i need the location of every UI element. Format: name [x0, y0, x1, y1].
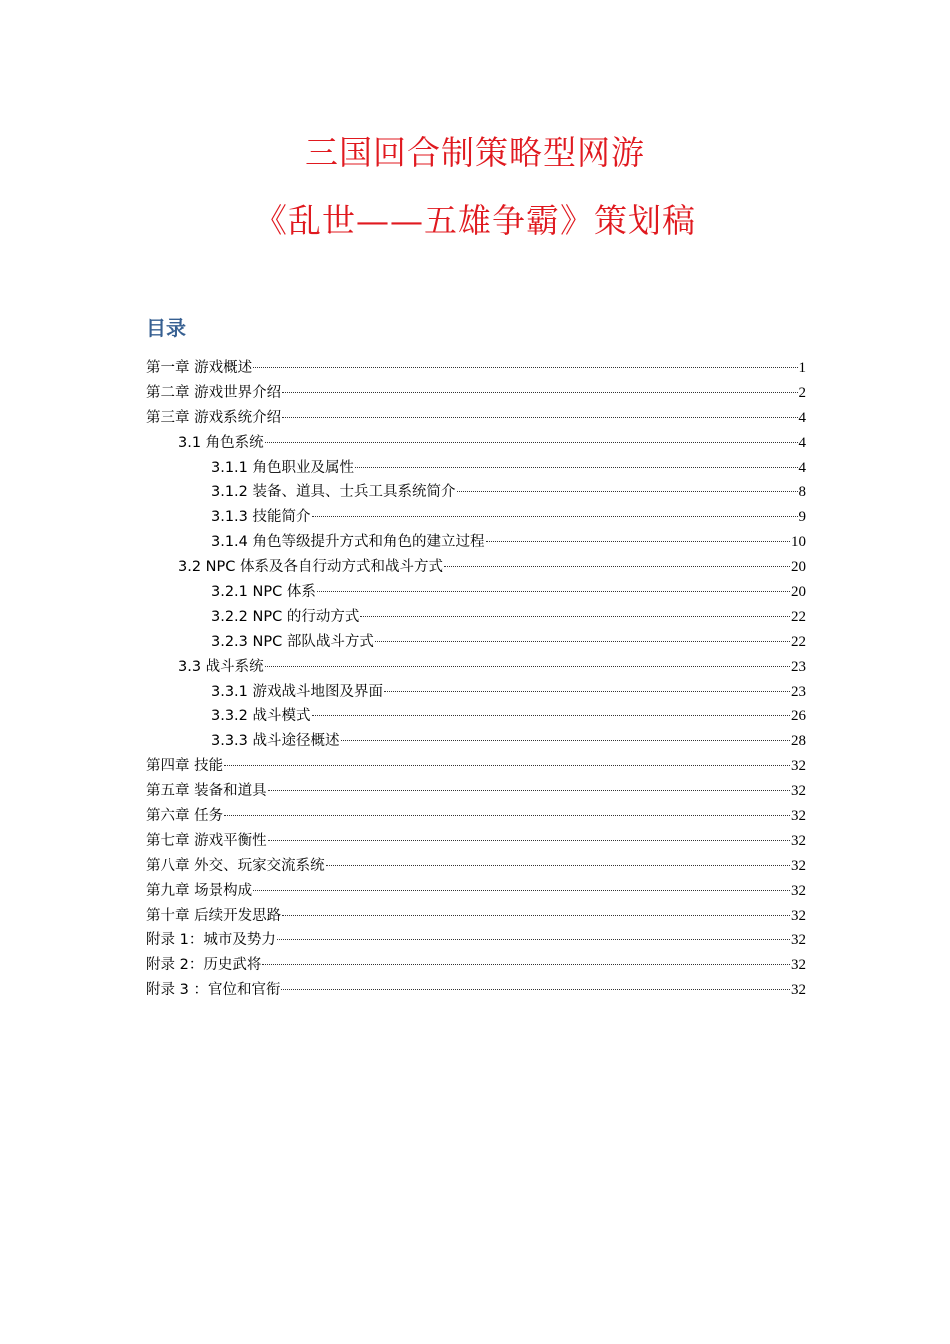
document-title-line-2: 《乱世——五雄争霸》策划稿: [254, 201, 696, 240]
toc-dot-leader: [486, 541, 790, 542]
toc-entry-label: 3.3.3 战斗途径概述: [211, 733, 340, 750]
toc-entry-label: 3.2.3 NPC 部队战斗方式: [211, 633, 374, 650]
toc-entry-page-number: 4: [798, 459, 806, 476]
toc-entry[interactable]: [146, 381, 806, 406]
toc-entry-page-number: 8: [798, 484, 806, 501]
toc-entry[interactable]: [146, 779, 806, 804]
toc-dot-leader: [457, 491, 798, 492]
toc-dot-leader: [341, 740, 790, 741]
toc-heading: 目录: [146, 316, 186, 340]
toc-dot-leader: [253, 890, 790, 891]
toc-entry-page-number: 10: [791, 534, 806, 551]
toc-dot-leader: [312, 715, 790, 716]
toc-dot-leader: [224, 765, 790, 766]
toc-entry-page-number: 26: [791, 708, 806, 725]
toc-entry-label: 第十章 后续开发思路: [146, 907, 282, 924]
toc-entry-label: 3.1.1 角色职业及属性: [211, 459, 355, 476]
toc-entry-page-number: 32: [791, 783, 806, 800]
toc-entry-label: 附录 3 ：官位和官衔: [146, 982, 281, 999]
toc-dot-leader: [224, 815, 790, 816]
toc-dot-leader: [282, 392, 797, 393]
toc-dot-leader: [281, 989, 790, 990]
toc-entry-label: 第二章 游戏世界介绍: [146, 384, 282, 401]
table-of-contents: [146, 356, 806, 1003]
toc-entry-label: 附录 1：城市及势力: [146, 932, 276, 949]
toc-dot-leader: [268, 790, 790, 791]
toc-entry-page-number: 32: [791, 932, 806, 949]
toc-entry-label: 第三章 游戏系统介绍: [146, 409, 282, 426]
toc-entry-label: 3.3 战斗系统: [178, 658, 264, 675]
toc-entry-label: 附录 2：历史武将: [146, 957, 262, 974]
toc-entry[interactable]: [146, 729, 806, 754]
toc-entry[interactable]: [146, 356, 806, 381]
toc-entry[interactable]: [146, 505, 806, 530]
toc-entry-page-number: 1: [798, 360, 806, 376]
toc-entry-page-number: 32: [791, 857, 806, 874]
toc-dot-leader: [265, 442, 798, 443]
toc-entry-label: 第一章 游戏概述: [146, 360, 253, 376]
toc-dot-leader: [265, 666, 790, 667]
toc-entry-page-number: 32: [791, 957, 806, 974]
toc-entry-page-number: 23: [791, 658, 806, 675]
toc-entry-label: 3.1.2 装备、道具、士兵工具系统简介: [211, 484, 456, 501]
toc-entry-label: 3.2 NPC 体系及各自行动方式和战斗方式: [178, 559, 443, 576]
toc-entry[interactable]: [146, 431, 806, 456]
toc-entry-page-number: 32: [791, 832, 806, 849]
toc-entry-label: 第六章 任务: [146, 808, 224, 825]
toc-entry[interactable]: [146, 580, 806, 605]
toc-entry-page-number: 22: [791, 633, 806, 650]
toc-entry-page-number: 32: [791, 882, 806, 899]
toc-entry-page-number: 2: [798, 384, 806, 401]
toc-dot-leader: [317, 591, 790, 592]
toc-entry-page-number: 32: [791, 907, 806, 924]
toc-entry-label: 第五章 装备和道具: [146, 783, 267, 800]
toc-entry[interactable]: [146, 704, 806, 729]
toc-dot-leader: [360, 616, 790, 617]
toc-entry-page-number: 32: [791, 758, 806, 775]
document-title-line-1: 三国回合制策略型网游: [305, 133, 645, 172]
toc-entry-page-number: 20: [791, 584, 806, 601]
toc-dot-leader: [277, 939, 790, 940]
toc-entry-label: 3.1.4 角色等级提升方式和角色的建立过程: [211, 534, 485, 551]
toc-entry-label: 第四章 技能: [146, 758, 224, 775]
toc-entry-label: 3.2.1 NPC 体系: [211, 584, 316, 601]
toc-entry-label: 3.3.1 游戏战斗地图及界面: [211, 683, 384, 700]
toc-entry[interactable]: [146, 879, 806, 904]
toc-entry[interactable]: [146, 854, 806, 879]
toc-dot-leader: [282, 915, 790, 916]
toc-entry[interactable]: [146, 655, 806, 680]
toc-entry-page-number: 22: [791, 608, 806, 625]
toc-dot-leader: [326, 865, 790, 866]
toc-entry[interactable]: [146, 630, 806, 655]
toc-dot-leader: [282, 417, 797, 418]
toc-entry-page-number: 32: [791, 982, 806, 999]
toc-dot-leader: [355, 467, 797, 468]
toc-entry-label: 3.3.2 战斗模式: [211, 708, 311, 725]
toc-entry-page-number: 4: [798, 409, 806, 426]
toc-dot-leader: [262, 964, 790, 965]
toc-entry-page-number: 32: [791, 808, 806, 825]
toc-entry[interactable]: [146, 555, 806, 580]
toc-entry-label: 第九章 场景构成: [146, 882, 253, 899]
toc-entry[interactable]: [146, 804, 806, 829]
toc-dot-leader: [253, 367, 797, 368]
toc-entry-label: 第八章 外交、玩家交流系统: [146, 857, 325, 874]
toc-entry[interactable]: [146, 605, 806, 630]
toc-entry[interactable]: [146, 680, 806, 705]
toc-entry[interactable]: [146, 456, 806, 481]
toc-entry-page-number: 4: [798, 434, 806, 451]
toc-entry[interactable]: [146, 406, 806, 431]
toc-entry[interactable]: [146, 928, 806, 953]
toc-entry[interactable]: [146, 754, 806, 779]
toc-entry-page-number: 20: [791, 559, 806, 576]
toc-dot-leader: [444, 566, 790, 567]
toc-entry-page-number: 28: [791, 733, 806, 750]
toc-entry-label: 第七章 游戏平衡性: [146, 832, 267, 849]
toc-entry[interactable]: [146, 530, 806, 555]
toc-entry[interactable]: [146, 953, 806, 978]
toc-entry-page-number: 23: [791, 683, 806, 700]
toc-entry-label: 3.1 角色系统: [178, 434, 264, 451]
toc-dot-leader: [312, 516, 798, 517]
toc-entry-page-number: 9: [798, 509, 806, 526]
toc-dot-leader: [268, 840, 790, 841]
toc-entry[interactable]: [146, 480, 806, 505]
toc-entry[interactable]: [146, 904, 806, 929]
toc-entry[interactable]: [146, 978, 806, 1003]
toc-dot-leader: [375, 641, 790, 642]
toc-entry-label: 3.1.3 技能简介: [211, 509, 311, 526]
toc-dot-leader: [384, 691, 790, 692]
toc-entry[interactable]: [146, 829, 806, 854]
toc-entry-label: 3.2.2 NPC 的行动方式: [211, 608, 360, 625]
